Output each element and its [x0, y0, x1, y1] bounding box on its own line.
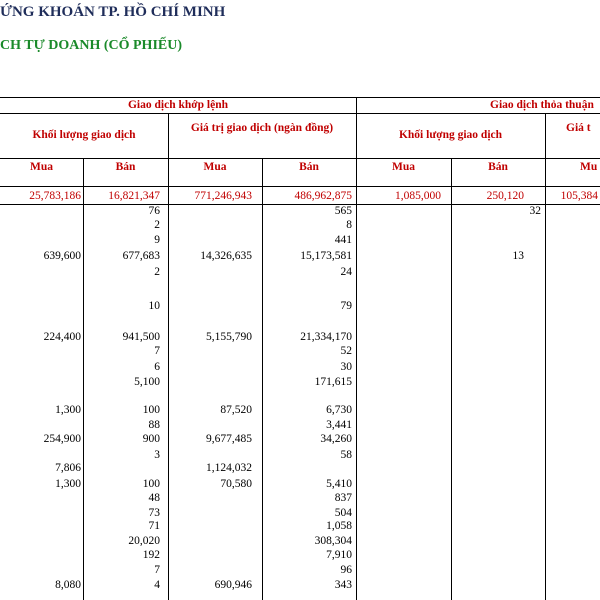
sell-header-5: Bán [488, 161, 508, 173]
table-cell: 73 [148, 507, 160, 519]
table-cell: 20,020 [128, 535, 160, 547]
table-cell: 8 [346, 219, 352, 231]
table-cell: 690,946 [214, 579, 252, 591]
rule-v-sub-0 [83, 158, 84, 600]
table-cell: 76 [148, 205, 160, 217]
table-cell: 941,500 [122, 331, 160, 343]
table-cell: 504 [334, 507, 352, 519]
buy-header-2: Mua [203, 161, 227, 173]
table-cell: 1,300 [55, 478, 81, 490]
vol-header: Khối lượng giao dịch [32, 129, 136, 141]
table-cell: 343 [334, 579, 352, 591]
rule-v-545 [545, 113, 546, 600]
val-header-2: Giá t [566, 122, 591, 134]
table-cell: 24 [340, 266, 352, 278]
total-cell: 25,783,186 [29, 190, 81, 202]
table-cell: 565 [334, 205, 352, 217]
table-cell: 79 [340, 300, 352, 312]
table-cell: 6,730 [326, 404, 352, 416]
buy-header-0: Mua [30, 161, 53, 173]
rule-buysell [0, 186, 600, 187]
table-cell: 2 [154, 219, 160, 231]
report-subtitle: CH TỰ DOANH (CỔ PHIẾU) [0, 38, 182, 53]
table-cell: 171,615 [314, 376, 352, 388]
rule-v-sub-1 [262, 158, 263, 600]
table-cell: 10 [148, 300, 160, 312]
sell-header-1: Bán [115, 161, 136, 173]
table-cell: 14,326,635 [200, 250, 252, 262]
table-cell: 677,683 [122, 250, 160, 262]
table-cell: 48 [148, 492, 160, 504]
rule-top [0, 97, 600, 98]
table-cell: 308,304 [314, 535, 352, 547]
table-cell: 4 [154, 579, 160, 591]
table-cell: 254,900 [43, 433, 81, 445]
table-cell: 1,058 [326, 520, 352, 532]
table-cell: 837 [334, 492, 352, 504]
table-cell: 100 [142, 404, 160, 416]
table-cell: 2 [154, 266, 160, 278]
table-cell: 34,260 [320, 433, 352, 445]
rule-group [0, 113, 600, 114]
table-cell: 1,300 [55, 404, 81, 416]
table-cell: 15,173,581 [300, 250, 352, 262]
report-title: ỨNG KHOÁN TP. HỒ CHÍ MINH [0, 4, 226, 20]
rule-v-168 [168, 113, 169, 600]
val-header: Giá trị giao dịch (ngàn đồng) [190, 122, 334, 134]
table-cell: 58 [340, 449, 352, 461]
table-cell: 13 [512, 250, 524, 262]
vol-header-2: Khối lượng giao dịch [398, 129, 503, 141]
table-cell: 32 [529, 205, 541, 217]
table-cell: 3 [154, 449, 160, 461]
sell-header-3: Bán [299, 161, 319, 173]
total-cell: 771,246,943 [194, 190, 252, 202]
table-cell: 71 [148, 520, 160, 532]
table-cell: 70,580 [220, 478, 252, 490]
table-cell: 7 [154, 564, 160, 576]
table-cell: 100 [142, 478, 160, 490]
rule-totals [0, 204, 600, 205]
buy-header-4: Mua [392, 161, 415, 173]
table-cell: 639,600 [43, 250, 81, 262]
table-cell: 5,410 [326, 478, 352, 490]
total-cell: 250,120 [486, 190, 524, 202]
total-cell: 1,085,000 [395, 190, 441, 202]
table-cell: 192 [142, 549, 160, 561]
table-cell: 96 [340, 564, 352, 576]
table-cell: 52 [340, 345, 352, 357]
total-cell: 105,384 [560, 190, 598, 202]
table-cell: 441 [334, 234, 352, 246]
table-cell: 87,520 [220, 404, 252, 416]
rule-v-sub-2 [451, 158, 452, 600]
table-cell: 1,124,032 [206, 462, 252, 474]
table-cell: 7,910 [326, 549, 352, 561]
table-cell: 8,080 [55, 579, 81, 591]
rule-sub [0, 158, 600, 159]
total-cell: 16,821,347 [108, 190, 160, 202]
table-cell: 900 [142, 433, 160, 445]
table-cell: 9 [154, 234, 160, 246]
table-cell: 9,677,485 [206, 433, 252, 445]
table-cell: 224,400 [43, 331, 81, 343]
table-cell: 5,100 [134, 376, 160, 388]
group-header-negotiated: Giao dịch thỏa thuận [490, 99, 594, 111]
table-cell: 5,155,790 [206, 331, 252, 343]
table-cell: 88 [148, 419, 160, 431]
table-cell: 3,441 [326, 419, 352, 431]
total-cell: 486,962,875 [294, 190, 352, 202]
group-header-matched: Giao dịch khớp lệnh [127, 99, 228, 111]
table-cell: 21,334,170 [300, 331, 352, 343]
table-cell: 7,806 [55, 462, 81, 474]
buy-header-6: Mu [580, 161, 598, 173]
table-cell: 30 [340, 361, 352, 373]
table-cell: 7 [154, 345, 160, 357]
table-cell: 6 [154, 361, 160, 373]
